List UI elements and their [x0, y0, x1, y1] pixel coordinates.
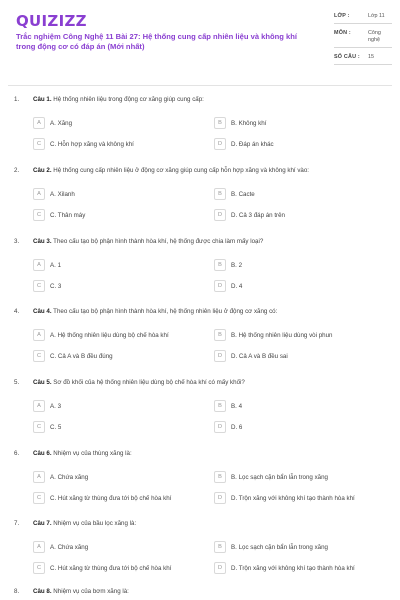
question-label: Câu 2.: [33, 167, 52, 174]
option-text: D. Cả 3 đáp án trên: [231, 212, 286, 219]
question-body: Nhiệm vụ của bầu lọc xăng là:: [51, 520, 137, 527]
option-text: B. Không khí: [231, 120, 267, 127]
option-text: A. 1: [50, 262, 62, 269]
question-text: [33, 588, 373, 595]
option-key: D: [214, 138, 226, 150]
worksheet-title: Trắc nghiệm Công Nghệ 11 Bài 27: Hệ thống cung cấp nhiên liệu và không khí trong động cơ có đáp án (Mới nhất): [16, 32, 298, 51]
option-key: A: [33, 471, 45, 483]
question-body: Nhiệm vụ của bơm xăng là:: [51, 588, 129, 595]
question-number: 8.: [14, 588, 20, 595]
question-label: Câu 7.: [33, 520, 52, 527]
option-text: D. Trộn xăng với không khí tạo thành hòa khí: [231, 495, 355, 502]
count-value: 15: [368, 54, 374, 60]
option-key: C: [33, 562, 45, 574]
question-number: 2.: [14, 167, 20, 174]
question-number: 1.: [14, 96, 20, 103]
question-label: Câu 6.: [33, 450, 52, 457]
option-text: D. 4: [231, 283, 243, 290]
option-key: B: [214, 188, 226, 200]
option-key: A: [33, 329, 45, 341]
option-key: A: [33, 400, 45, 412]
meta-count: [334, 54, 392, 65]
option-key: D: [214, 421, 226, 433]
question-label: Câu 8.: [33, 588, 52, 595]
option-text: C. Hỗn hợp xăng và không khí: [50, 141, 134, 148]
question-label: Câu 4.: [33, 308, 52, 315]
option-text: A. 3: [50, 403, 62, 410]
option-text: A. Hệ thống nhiên liệu dùng bộ chế hòa khí: [50, 332, 169, 339]
question-body: Theo cấu tạo bộ phận hình thành hòa khí, hệ thống được chia làm mấy loại?: [51, 238, 264, 245]
option-text: B. 2: [231, 262, 243, 269]
class-value: Lớp 11: [368, 13, 385, 19]
option-text: C. Thân máy: [50, 212, 86, 219]
option-key: B: [214, 329, 226, 341]
question-text: [33, 520, 373, 527]
option-key: A: [33, 259, 45, 271]
option-key: D: [214, 280, 226, 292]
question-text: [33, 379, 373, 386]
option-text: B. 4: [231, 403, 243, 410]
question-number: 7.: [14, 520, 20, 527]
option-key: C: [33, 350, 45, 362]
option-text: C. 5: [50, 424, 62, 431]
subject-label: MÔN :: [334, 30, 351, 36]
meta-class: [334, 13, 392, 24]
question-number: 4.: [14, 308, 20, 315]
option-key: B: [214, 541, 226, 553]
option-text: B. Lọc sạch cặn bẩn lẫn trong xăng: [231, 474, 329, 481]
option-text: D. Trộn xăng với không khí tạo thành hòa khí: [231, 565, 355, 572]
option-key: C: [33, 280, 45, 292]
option-key: D: [214, 562, 226, 574]
meta-subject: [334, 30, 392, 48]
question-label: Câu 3.: [33, 238, 52, 245]
worksheet-header: [8, 0, 392, 86]
option-key: D: [214, 350, 226, 362]
option-text: C. Cả A và B đều đúng: [50, 353, 113, 360]
option-key: B: [214, 471, 226, 483]
question-text: [33, 450, 373, 457]
question-label: Câu 5.: [33, 379, 52, 386]
option-text: B. Lọc sạch cặn bẩn lẫn trong xăng: [231, 544, 329, 551]
question-body: Hệ thống nhiên liệu trong động cơ xăng giúp cung cấp:: [51, 96, 204, 103]
option-text: B. Hệ thống nhiên liệu dùng vòi phun: [231, 332, 333, 339]
question-text: [33, 308, 373, 315]
option-text: C. Hút xăng từ thùng đưa tới bộ chế hòa khí: [50, 495, 172, 502]
option-text: D. Đáp án khác: [231, 141, 274, 148]
option-text: C. 3: [50, 283, 62, 290]
option-text: A. Xăng: [50, 120, 73, 127]
option-key: C: [33, 209, 45, 221]
subject-value: Công nghệ: [368, 30, 381, 43]
question-number: 5.: [14, 379, 20, 386]
option-key: B: [214, 400, 226, 412]
question-label: Câu 1.: [33, 96, 52, 103]
option-text: C. Hút xăng từ thùng đưa tới bộ chế hòa khí: [50, 565, 172, 572]
question-body: Nhiệm vụ của thùng xăng là:: [51, 450, 132, 457]
question-number: 6.: [14, 450, 20, 457]
option-key: C: [33, 421, 45, 433]
option-key: C: [33, 138, 45, 150]
question-text: [33, 167, 373, 174]
option-key: A: [33, 541, 45, 553]
option-key: A: [33, 117, 45, 129]
option-key: C: [33, 492, 45, 504]
option-text: A. Xilanh: [50, 191, 75, 198]
question-body: Sơ đồ khối của hệ thống nhiên liệu dùng bộ chế hòa khí có mấy khối?: [51, 379, 245, 386]
option-text: D. Cả A và B đều sai: [231, 353, 288, 360]
question-body: Hệ thống cung cấp nhiên liệu ở động cơ xăng giúp cung cấp hỗn hợp xăng và không khí vào:: [51, 167, 310, 174]
option-key: B: [214, 117, 226, 129]
question-text: [33, 96, 373, 103]
worksheet-meta: [334, 13, 392, 71]
option-text: A. Chứa xăng: [50, 544, 89, 551]
option-text: A. Chứa xăng: [50, 474, 89, 481]
option-text: D. 6: [231, 424, 243, 431]
question-body: Theo cấu tạo bộ phận hình thành hòa khí, hệ thống nhiên liệu ở động cơ xăng có:: [51, 308, 278, 315]
count-label: SỐ CÂU :: [334, 54, 360, 60]
option-key: D: [214, 209, 226, 221]
option-key: D: [214, 492, 226, 504]
quizizz-logo: QUIZIZZ: [16, 12, 87, 30]
class-label: LỚP :: [334, 13, 350, 19]
option-key: B: [214, 259, 226, 271]
question-text: [33, 238, 373, 245]
question-number: 3.: [14, 238, 20, 245]
option-text: B. Cacte: [231, 191, 255, 198]
option-key: A: [33, 188, 45, 200]
